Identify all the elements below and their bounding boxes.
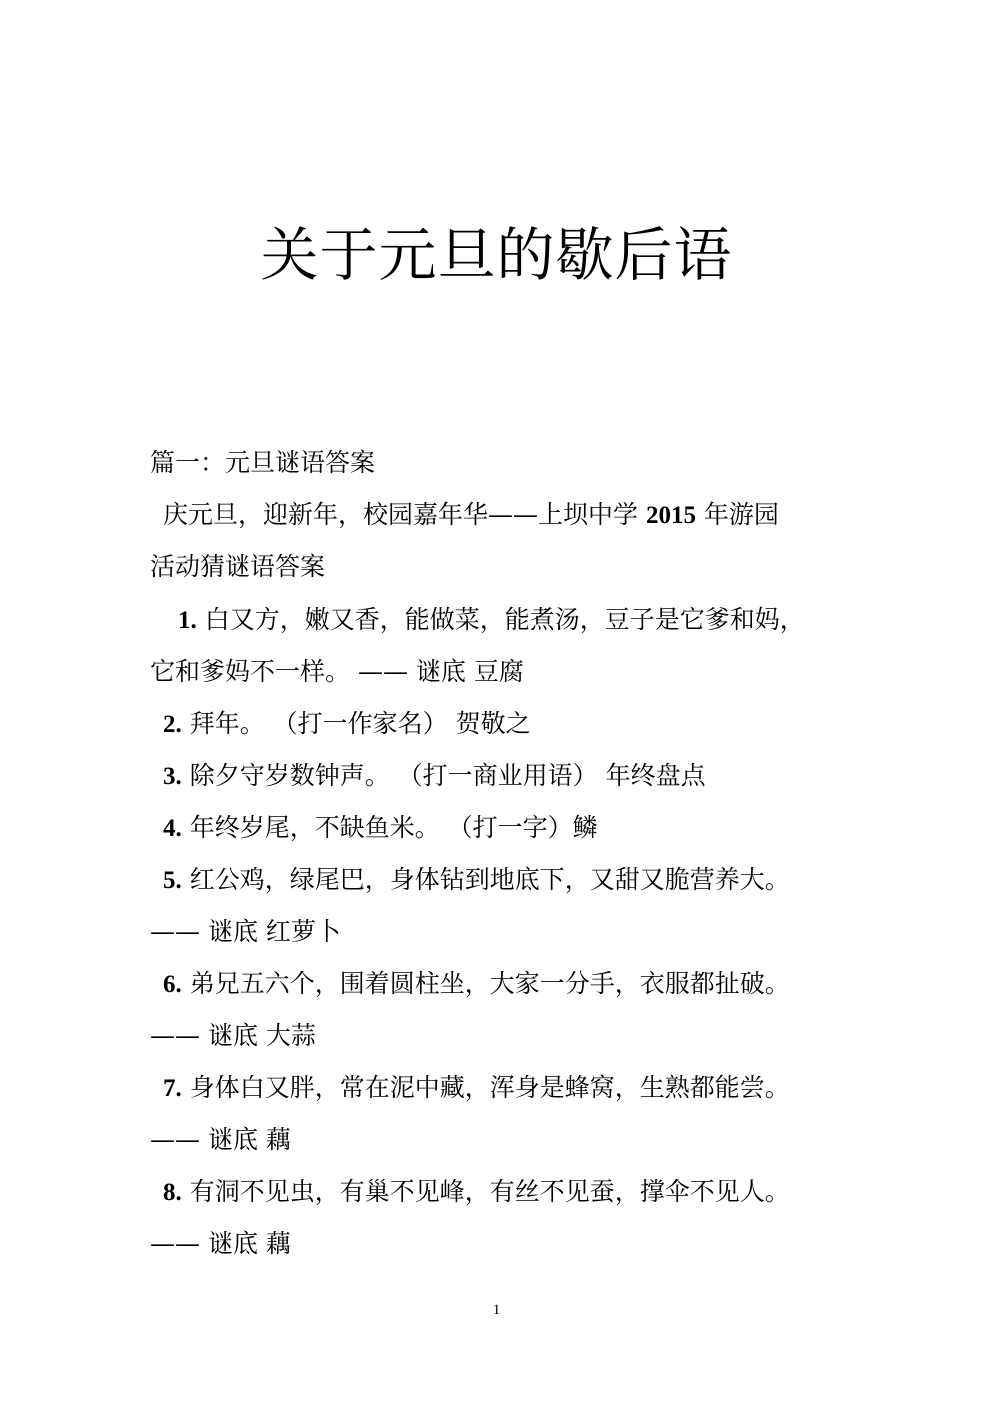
- riddle-number: 3.: [163, 763, 182, 790]
- page-number: 1: [492, 1302, 501, 1318]
- riddle-answer: 它和爹妈不一样。 —— 谜底 豆腐: [150, 657, 524, 686]
- riddle-text: 拜年。 （打一作家名） 贺敬之: [189, 709, 531, 738]
- riddle-answer: —— 谜底 藕: [150, 1229, 291, 1258]
- riddle-item: [163, 707, 531, 742]
- riddle-number: 1.: [178, 607, 197, 634]
- riddle-number: 2.: [163, 711, 182, 738]
- riddle-text: 弟兄五六个，围着圆柱坐，大家一分手，衣服都扯破。: [189, 969, 790, 998]
- riddle-item: [163, 1071, 790, 1106]
- riddle-answer: —— 谜底 大蒜: [150, 1021, 316, 1050]
- riddle-text: 身体白又胖，常在泥中藏，浑身是蜂窝，生熟都能尝。: [189, 1073, 790, 1102]
- riddle-answer: —— 谜底 红萝卜: [150, 917, 341, 946]
- riddle-item: [163, 967, 790, 1002]
- document-title: 关于元旦的歇后语: [260, 220, 733, 289]
- riddle-text: 除夕守岁数钟声。 （打一商业用语） 年终盘点: [189, 761, 706, 790]
- section-heading: 篇一：元旦谜语答案: [150, 448, 376, 477]
- riddle-text: 有洞不见虫，有巢不见峰，有丝不见蚕，撑伞不见人。: [189, 1177, 790, 1206]
- riddle-item: [163, 811, 598, 846]
- riddle-text: 白又方，嫩又香，能做菜，能煮汤，豆子是它爹和妈，: [204, 605, 805, 634]
- riddle-number: 6.: [163, 971, 182, 998]
- riddle-item: [163, 759, 706, 794]
- riddle-item: [163, 863, 790, 898]
- intro-year: 2015: [645, 502, 696, 529]
- riddle-number: 7.: [163, 1075, 182, 1102]
- intro-line-1: [163, 498, 779, 533]
- riddle-number: 5.: [163, 867, 182, 894]
- intro-text-suffix: 年游园: [695, 500, 779, 529]
- riddle-number: 4.: [163, 815, 182, 842]
- riddle-text: 红公鸡，绿尾巴，身体钻到地底下，又甜又脆营养大。: [189, 865, 790, 894]
- riddle-answer: —— 谜底 藕: [150, 1125, 291, 1154]
- riddle-item: [163, 1175, 790, 1210]
- riddle-text: 年终岁尾，不缺鱼米。 （打一字）鳞: [189, 813, 598, 842]
- intro-line-2: 活动猜谜语答案: [150, 552, 326, 581]
- riddle-number: 8.: [163, 1179, 182, 1206]
- riddle-item: [178, 603, 805, 638]
- intro-text: 庆元旦，迎新年，校园嘉年华——上坝中学: [163, 500, 646, 529]
